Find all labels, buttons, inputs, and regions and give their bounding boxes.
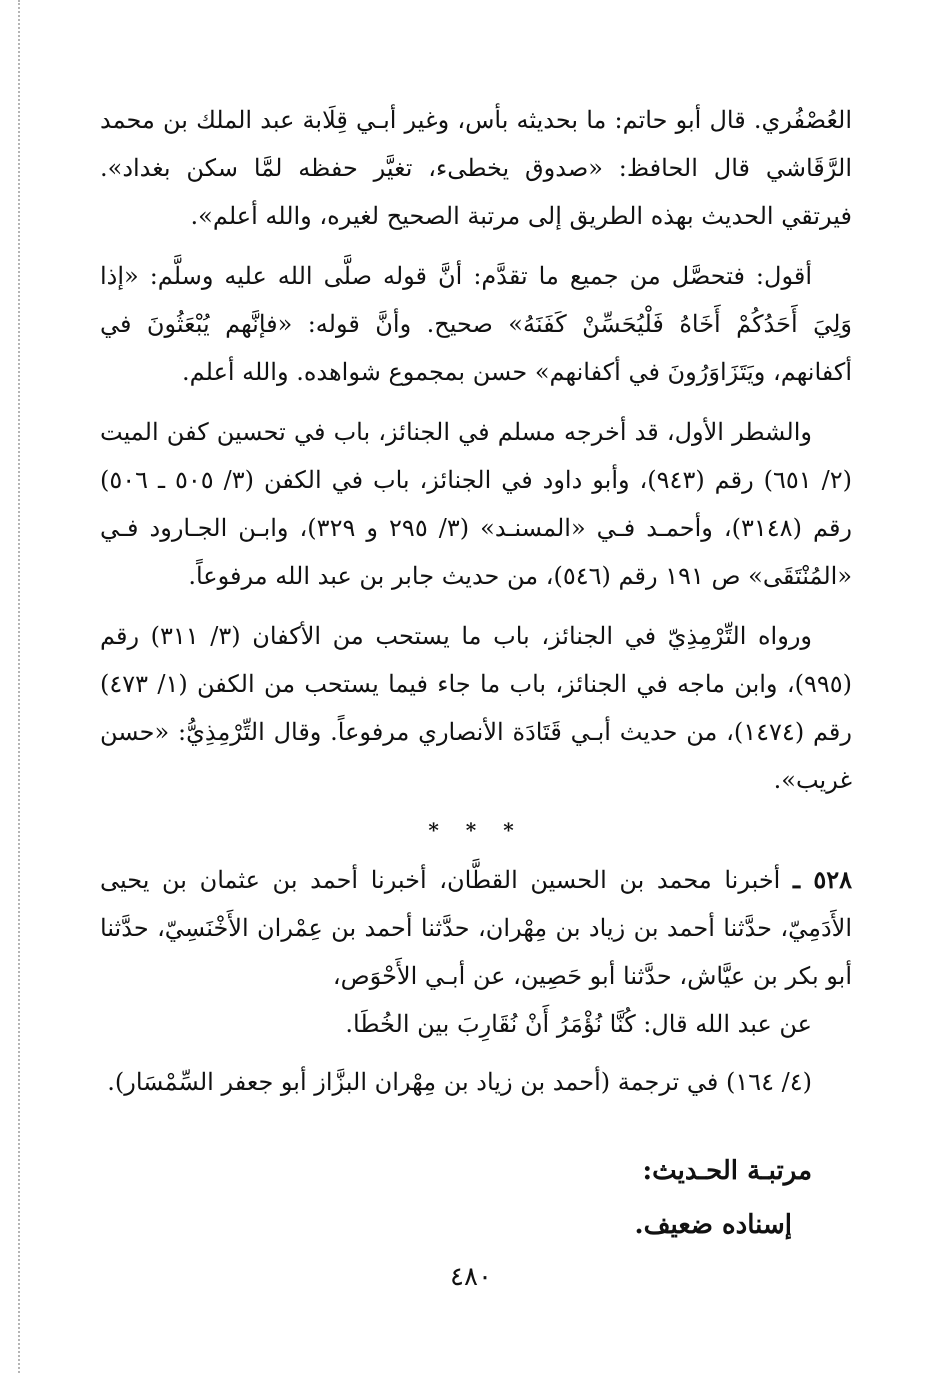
hadith-isnad: أخبرنا محمد بن الحسين القطَّان، أخبرنا أحمد بن عثمان بن يحيى الأَدَمِيّ، حدَّثنا أحمد بن زياد بن مِهْران، حدَّثنا أحمد بن عِمْران الأَخْنَسِيّ، حدَّثنا أبو بكر بن عيَّاش، حدَّثنا أبو حَصِين، عن أبـي الأَحْوَص، — [100, 866, 852, 990]
paragraph-conclusion: أقول: فتحصَّل من جميع ما تقدَّم: أنَّ قوله صلَّى الله عليه وسلَّم: «إذا وَلِيَ أَحَدُكُمْ أَخَاهُ فَلْيُحَسِّنْ كَفَنَهُ» صحيح. وأنَّ قوله: «فإنَّهم يُبْعَثُونَ في أكفانهم، ويَتَزَاوَرُونَ في أكفانهم» حسن بمجموع شواهده. والله أعلم. — [100, 262, 852, 386]
hadith-number: ٥٢٨ ـ — [792, 865, 852, 894]
page-body — [100, 96, 852, 1250]
grade-text: إسناده ضعيف. — [634, 1210, 792, 1240]
paragraph-tirmidhi-sources: ورواه التِّرْمِذِيّ في الجنائز، باب ما يستحب من الأكفان (٣/ ٣١١) رقم (٩٩٥)، وابن ماجه في الجنائز، باب ما جاء فيما يستحب من الكفن (١/ ٤٧٣) رقم (١٤٧٤)، من حديث أبـي قَتَادَة الأنصاري مرفوعاً. وقال التِّرْمِذِيُّ: «حسن غريب». — [100, 622, 852, 794]
page-number: ٤٨٠ — [450, 1262, 492, 1292]
paragraph-first-part-sources: والشطر الأول، قد أخرجه مسلم في الجنائز، باب في تحسين كفن الميت (٢/ ٦٥١) رقم (٩٤٣)، وأبو داود في الجنائز، باب في الكفن (٣/ ٥٠٥ ـ ٥٠٦) رقم (٣١٤٨)، وأحمـد فـي «المسنـد» (٣/ ٢٩٥ و ٣٢٩)، وابـن الجـارود فـي «المُنْتَقَى» ص ١٩١ رقم (٥٤٦)، من حديث جابر بن عبد الله مرفوعاً. — [100, 418, 853, 590]
hadith-chain — [100, 856, 852, 1000]
page-edge-dotted-line — [18, 0, 20, 1373]
hadith-text: عن عبد الله قال: كُنَّا نُؤْمَرُ أَنْ نُقَارِبَ بين الخُطَا. — [345, 1010, 812, 1038]
section-separator: * * * — [428, 818, 524, 842]
grade-heading: مرتبـة الحـديث: — [642, 1156, 812, 1186]
footnote: (٤/ ١٦٤) في ترجمة (أحمد بن زياد بن مِهْران البزَّاز أبو جعفر السِّمْسَار). — [107, 1068, 812, 1096]
paragraph-narrator-discussion: العُصْفُري. قال أبو حاتم: ما بحديثه بأس، وغير أبـي قِلَابة عبد الملك بن محمد الرَّقَاشي قال الحافظ: «صدوق يخطىء، تغيَّر حفظه لمَّا سكن بغداد». فيرتقي الحديث بهذه الطريق إلى مرتبة الصحيح لغيره، والله أعلم». — [100, 106, 852, 230]
